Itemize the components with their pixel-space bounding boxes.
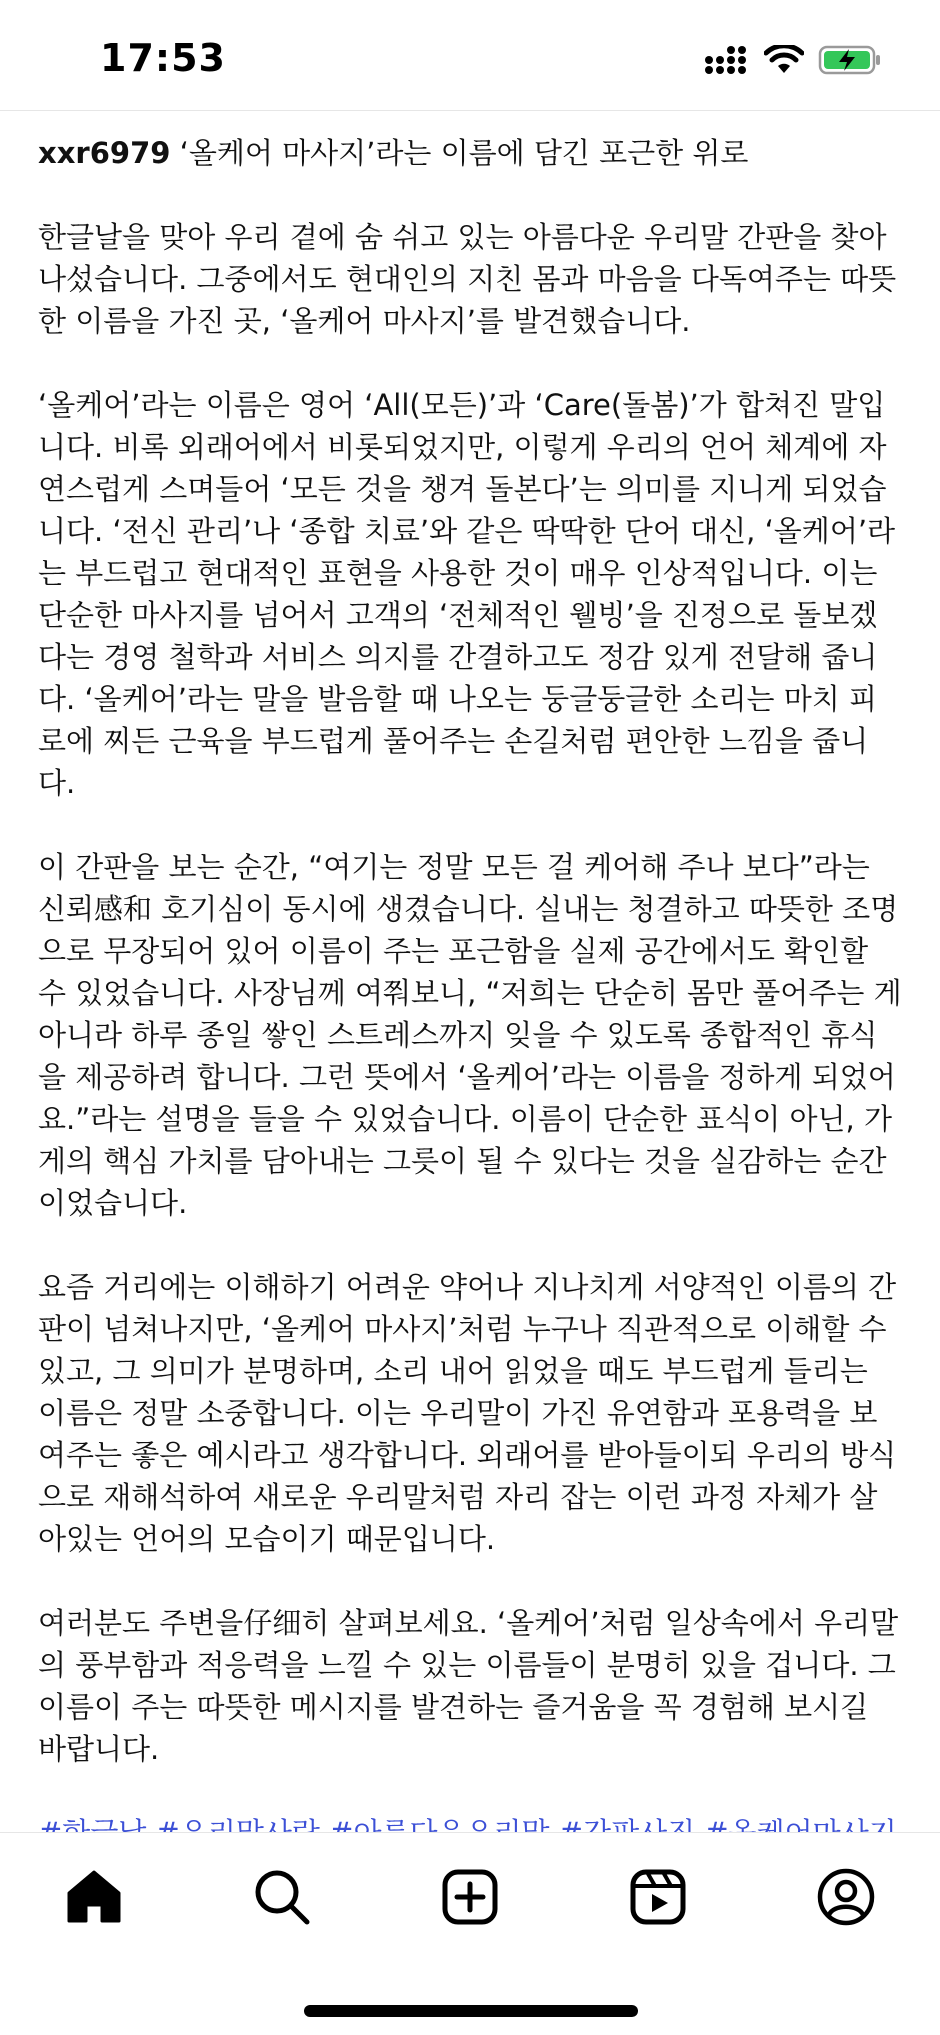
profile-icon xyxy=(817,1868,875,1930)
reels-icon xyxy=(630,1869,686,1929)
caption-header xyxy=(38,132,904,174)
home-icon xyxy=(65,1869,123,1929)
reels-tab[interactable] xyxy=(626,1867,690,1931)
profile-tab[interactable] xyxy=(814,1867,878,1931)
caption-paragraph-3: 이 간판을 보는 순간, “여기는 정말 모든 걸 케어해 주나 보다”라는 신뢰感和 호기심이 동시에 생겼습니다. 실내는 청결하고 따뜻한 조명으로 무장되어 있어 이름이 주는 포근함을 실제 공간에서도 확인할 수 있었습니다. 사장님께 여쭤보니, “저희는 단순히 몸만 풀어주는 게 아니라 하루 종일 쌓인 스트레스까지 잊을 수 있도록 종합적인 휴식을 제공하려 합니다. 그런 뜻에서 ‘올케어’라는 이름을 정하게 되었어요.”라는 설명을 들을 수 있었습니다. 이름이 단순한 표식이 아닌, 가게의 핵심 가치를 담아내는 그릇이 될 수 있다는 것을 실감하는 순간이었습니다. xyxy=(38,850,902,1220)
status-bar xyxy=(0,0,940,111)
wifi-icon xyxy=(764,45,804,79)
caption-paragraph-4: 요즘 거리에는 이해하기 어려운 약어나 지나치게 서양적인 이름의 간판이 넘쳐나지만, ‘올케어 마사지’처럼 누구나 직관적으로 이해할 수 있고, 그 의미가 분명하며, 소리 내어 읽었을 때도 부드럽게 들리는 이름은 정말 소중합니다. 이는 우리말이 가진 유연함과 포용력을 보여주는 좋은 예시라고 생각합니다. 외래어를 받아들이되 우리의 방식으로 재해석하여 새로운 우리말처럼 자리 잡는 이런 과정 자체가 살아있는 언어의 모습이기 때문입니다. xyxy=(38,1270,897,1556)
caption-paragraph-1: 한글날을 맞아 우리 곁에 숨 쉬고 있는 아름다운 우리말 간판을 찾아 나섰습니다. 그중에서도 현대인의 지친 몸과 마음을 다독여주는 따뜻한 이름을 가진 곳, ‘올케어 마사지’를 발견했습니다. xyxy=(38,220,897,338)
caption-paragraph-2: ‘올케어’라는 이름은 영어 ‘All(모든)’과 ‘Care(돌봄)’가 합쳐진 말입니다. 비록 외래어에서 비롯되었지만, 이렇게 우리의 언어 체계에 자연스럽게 스며들어 ‘모든 것을 챙겨 돌본다’는 의미를 지니게 되었습니다. ‘전신 관리’나 ‘종합 치료’와 같은 딱딱한 단어 대신, ‘올케어’라는 부드럽고 현대적인 표현을 사용한 것이 매우 인상적입니다. 이는 단순한 마사지를 넘어서 고객의 ‘전체적인 웰빙’을 진정으로 돌보겠다는 경영 철학과 서비스 의지를 간결하고도 정감 있게 전달해 줍니다. ‘올케어’라는 말을 발음할 때 나오는 둥글둥글한 소리는 마치 피로에 찌든 근육을 부드럽게 풀어주는 손길처럼 편안한 느낌을 줍니다. xyxy=(38,388,896,800)
caption-paragraph-5: 여러분도 주변을仔细히 살펴보세요. ‘올케어’처럼 일상속에서 우리말의 풍부함과 적응력을 느낄 수 있는 이름들이 분명히 있을 겁니다. 그 이름이 주는 따뜻한 메시지를 발견하는 즐거움을 꼭 경험해 보시길 바랍니다. xyxy=(38,1606,899,1766)
bottom-tab-bar xyxy=(0,1832,940,2035)
home-indicator[interactable] xyxy=(304,2005,638,2017)
battery-charging-icon xyxy=(818,44,882,80)
home-tab[interactable] xyxy=(62,1867,126,1931)
status-time: 17:53 xyxy=(100,36,226,80)
create-tab[interactable] xyxy=(438,1867,502,1931)
search-tab[interactable] xyxy=(250,1867,314,1931)
post-title: ‘올케어 마사지’라는 이름에 담긴 포근한 위로 xyxy=(179,136,749,170)
status-icons xyxy=(704,44,882,80)
create-icon xyxy=(442,1869,498,1929)
username[interactable]: xxr6979 xyxy=(38,136,171,170)
cellular-signal-icon xyxy=(704,44,750,80)
post-caption xyxy=(38,132,904,1938)
search-icon xyxy=(253,1868,311,1930)
